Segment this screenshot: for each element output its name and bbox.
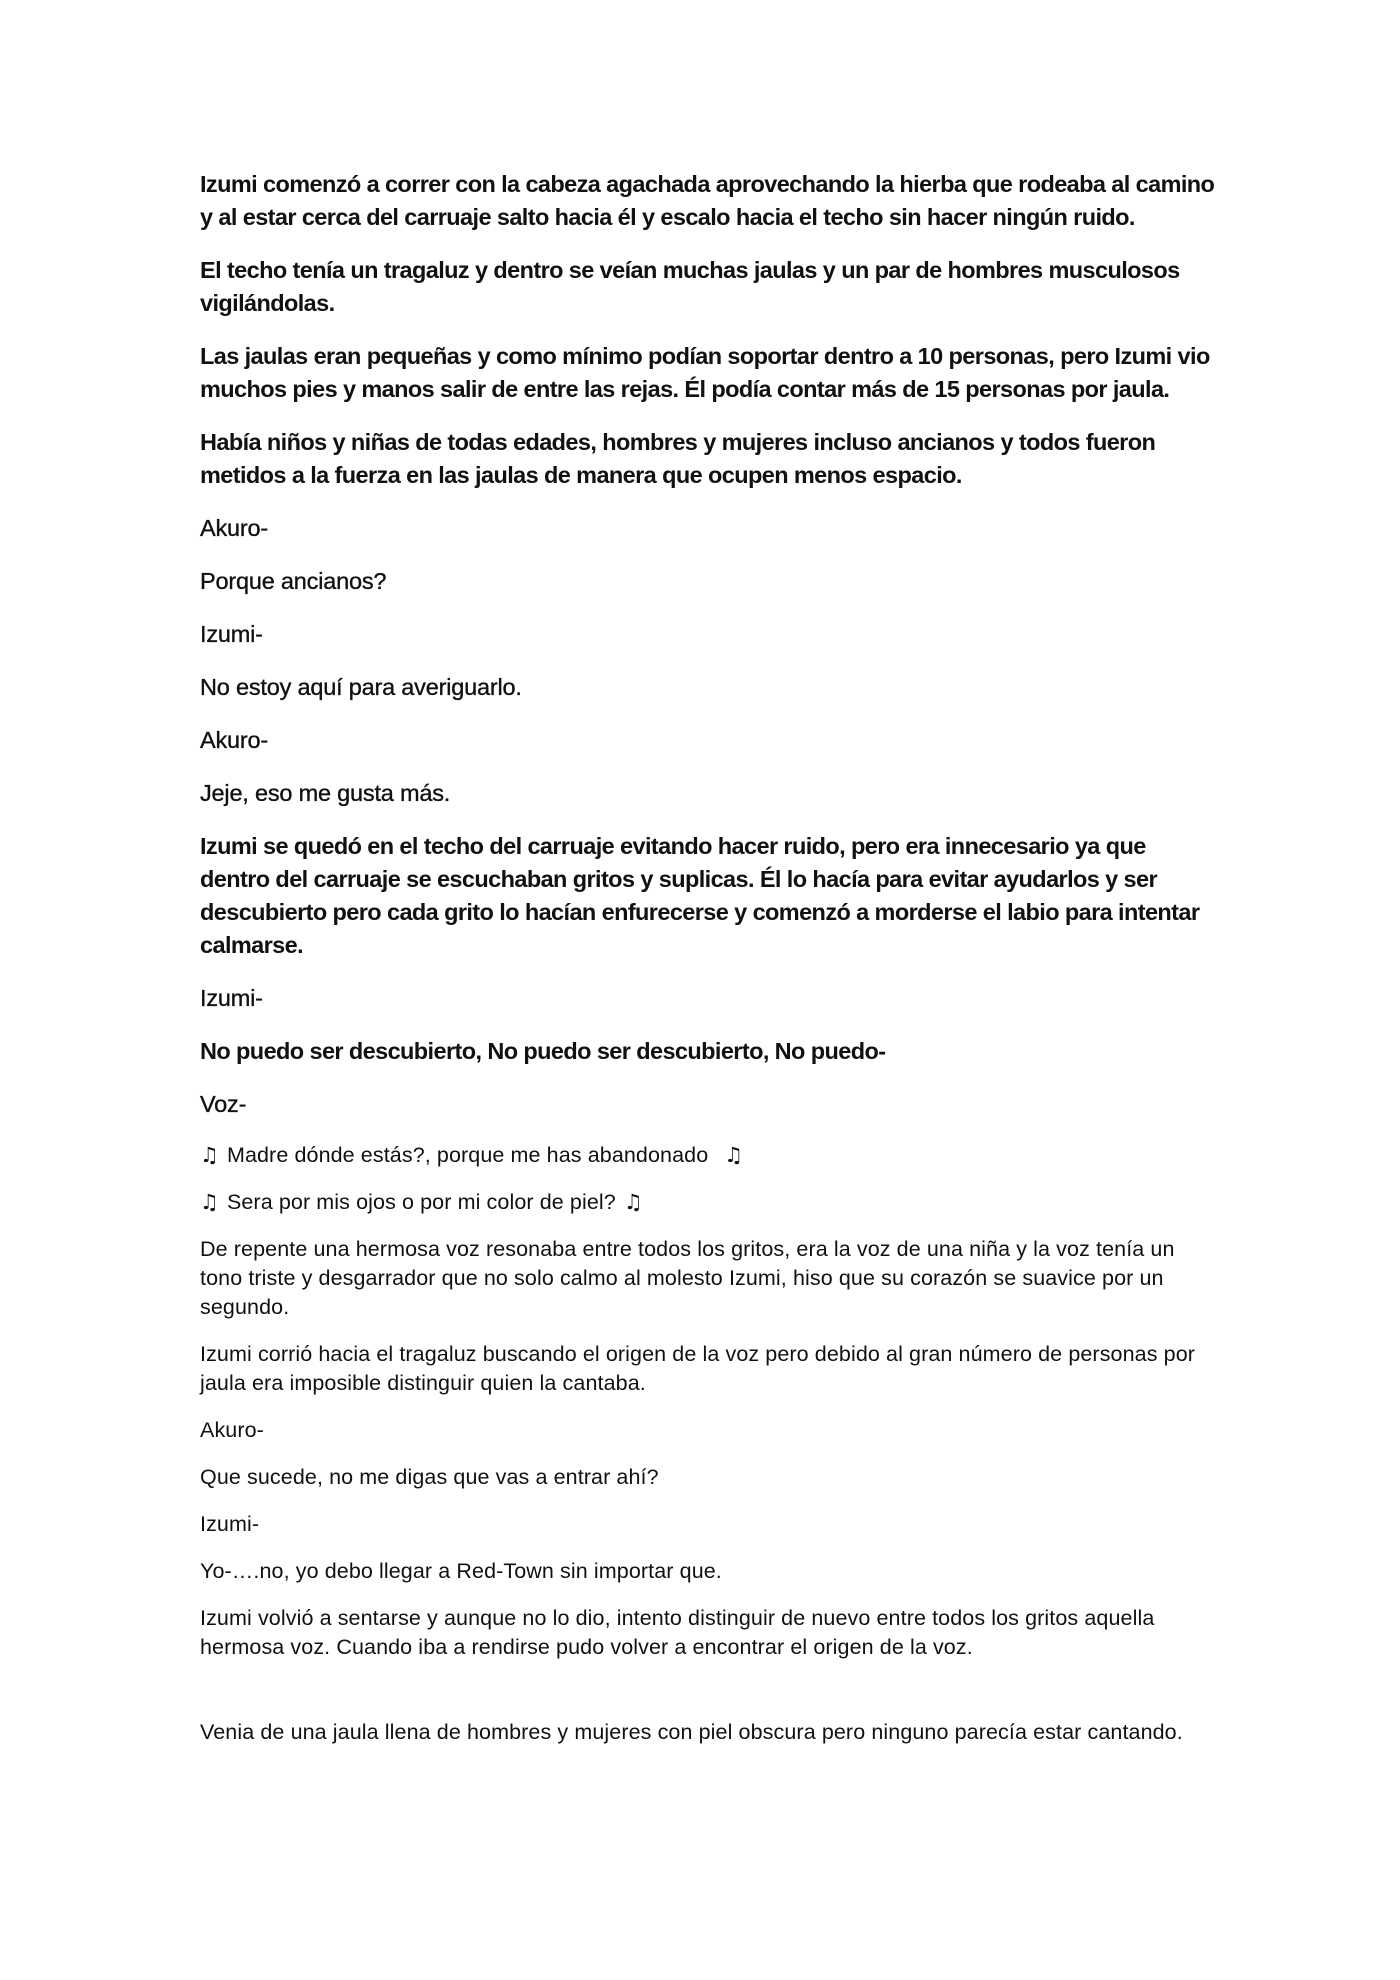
speaker-akuro: Akuro- [200,727,269,753]
speaker-izumi: Izumi- [200,1512,260,1536]
music-note-icon: ♫ [200,1143,219,1167]
paragraph-sits-again: Izumi volvió a sentarse y aunque no lo dio, intento distinguir de nuevo entre todos los gritos aquella hermosa voz. Cuando iba a rendirse pudo volver a encontrar el origen de la voz. [200,1606,1155,1659]
music-note-icon: ♫ [200,1190,219,1214]
speaker-izumi: Izumi- [200,985,263,1011]
song-line-2 [200,1188,1220,1217]
song-line-1 [200,1141,1220,1170]
dialogue-line: Porque ancianos? [200,568,387,594]
paragraph-cage-origin: Venia de una jaula llena de hombres y mujeres con piel obscura pero ninguno parecía estar cantando. [200,1720,1183,1744]
narrative-section [200,168,1220,1121]
document-body [200,168,1220,1765]
song-line-text: Madre dónde estás?, porque me has abandonado [226,1143,709,1167]
speaker-voz: Voz- [200,1091,247,1117]
speaker-akuro: Akuro- [200,515,269,541]
paragraph-skylight: El techo tenía un tragaluz y dentro se veían muchas jaulas y un par de hombres musculosos vigilándolas. [200,257,1180,316]
paragraph-roof-wait: Izumi se quedó en el techo del carruaje evitando hacer ruido, pero era innecesario ya que dentro del carruaje se escuchaban gritos y suplicas. Él lo hacía para evitar ayudarlos y ser descubierto pero cada grito lo hacían enfurecerse y comenzó a morderse el labio para intentar calmarse. [200,833,1200,958]
song-line-text: Sera por mis ojos o por mi color de piel? [226,1190,616,1214]
music-note-icon: ♫ [724,1143,744,1167]
paragraph-beautiful-voice: De repente una hermosa voz resonaba entre todos los gritos, era la voz de una niña y la voz tenía un tono triste y desgarrador que no solo calmo al molesto Izumi, hiso que su corazón se suavice por un segundo. [200,1237,1175,1319]
dialogue-line: No estoy aquí para averiguarlo. [200,674,522,700]
dialogue-line: No puedo ser descubierto, No puedo ser descubierto, No puedo- [200,1038,886,1064]
dialogue-line: Que sucede, no me digas que vas a entrar ahí? [200,1465,659,1489]
speaker-izumi: Izumi- [200,621,263,647]
dialogue-line: Yo-….no, yo debo llegar a Red-Town sin importar que. [200,1559,722,1583]
paragraph-cages: Las jaulas eran pequeñas y como mínimo podían soportar dentro a 10 personas, pero Izumi vio muchos pies y manos salir de entre las rejas. Él podía contar más de 15 personas por jaula. [200,343,1210,402]
music-note-icon: ♫ [623,1190,643,1214]
song-and-narrative-section [200,1141,1220,1747]
dialogue-line: Jeje, eso me gusta más. [200,780,451,806]
paragraph-izumi-runs: Izumi comenzó a correr con la cabeza agachada aprovechando la hierba que rodeaba al camino y al estar cerca del carruaje salto hacia él y escalo hacia el techo sin hacer ningún ruido. [200,171,1215,230]
paragraph-prisoners: Había niños y niñas de todas edades, hombres y mujeres incluso ancianos y todos fueron metidos a la fuerza en las jaulas de manera que ocupen menos espacio. [200,429,1156,488]
paragraph-search-origin: Izumi corrió hacia el tragaluz buscando el origen de la voz pero debido al gran número de personas por jaula era imposible distinguir quien la cantaba. [200,1342,1196,1395]
speaker-akuro: Akuro- [200,1418,264,1442]
